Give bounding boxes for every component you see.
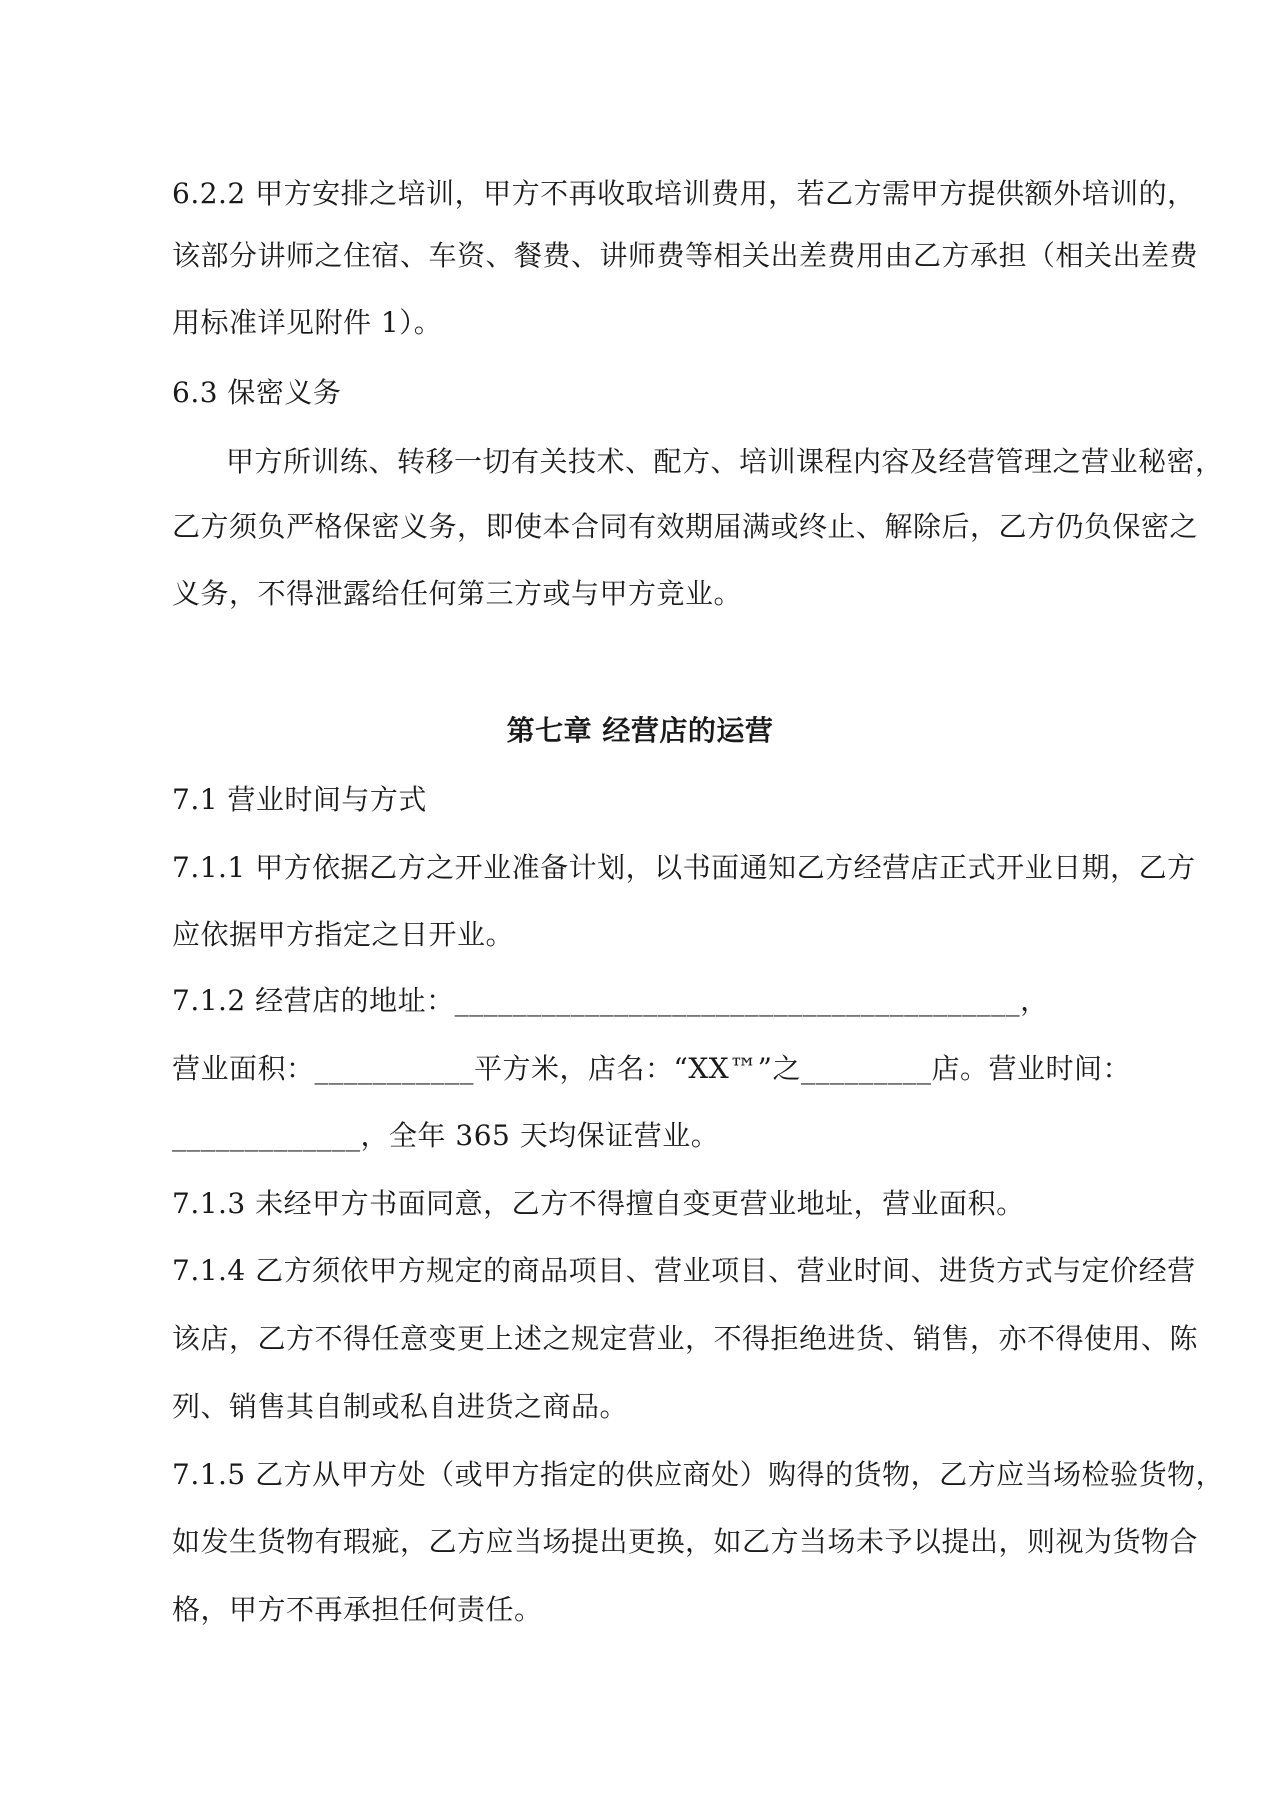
clause-7-1-1-line-2: 应依据甲方指定之日开业。 [172,918,515,951]
clause-7-1-3: 7.1.3 未经甲方书面同意，乙方不得擅自变更营业地址，营业面积。 [172,1187,1025,1220]
chapter-7-title: 第七章 经营店的运营 [506,714,774,747]
clause-7-1-2-line-3: _____________，全年 365 天均保证营业。 [172,1119,720,1152]
clause-6-2-2-line-3: 用标准详见附件 1）。 [172,306,443,339]
clause-7-1-4-line-3: 列、销售其自制或私自进货之商品。 [172,1390,629,1423]
clause-6-2-2-line-1: 6.2.2 甲方安排之培训，甲方不再收取培训费用，若乙方需甲方提供额外培训的， [172,177,1196,210]
clause-6-3-line-3: 义务，不得泄露给任何第三方或与甲方竞业。 [172,577,743,610]
clause-7-1-4-line-2: 该店，乙方不得任意变更上述之规定营业，不得拒绝进货、销售，亦不得使用、陈 [172,1322,1199,1355]
clause-7-1-5-line-2: 如发生货物有瑕疵，乙方应当场提出更换，如乙方当场未予以提出，则视为货物合 [172,1525,1199,1558]
clause-7-1-2-line-2: 营业面积：___________平方米，店名：“XX™”之_________店。营业时间： [172,1052,1131,1085]
clause-6-3-line-2: 乙方须负严格保密义务，即使本合同有效期届满或终止、解除后，乙方仍负保密之 [172,510,1199,543]
section-6-3-heading: 6.3 保密义务 [172,376,342,409]
clause-6-2-2-line-2: 该部分讲师之住宿、车资、餐费、讲师费等相关出差费用由乙方承担（相关出差费 [172,239,1199,272]
clause-6-3-line-1: 甲方所训练、转移一切有关技术、配方、培训课程内容及经营管理之营业秘密， [226,445,1224,478]
clause-7-1-5-line-3: 格，甲方不再承担任何责任。 [172,1593,543,1626]
clause-7-1-2-line-1: 7.1.2 经营店的地址：_______________________________________， [172,984,1049,1017]
clause-7-1-4-line-1: 7.1.4 乙方须依甲方规定的商品项目、营业项目、营业时间、进货方式与定价经营 [172,1254,1196,1287]
clause-7-1-1-line-1: 7.1.1 甲方依据乙方之开业准备计划，以书面通知乙方经营店正式开业日期，乙方 [172,851,1196,884]
clause-7-1-5-line-1: 7.1.5 乙方从甲方处（或甲方指定的供应商处）购得的货物，乙方应当场检验货物， [172,1458,1225,1491]
section-7-1-heading: 7.1 营业时间与方式 [172,783,427,816]
